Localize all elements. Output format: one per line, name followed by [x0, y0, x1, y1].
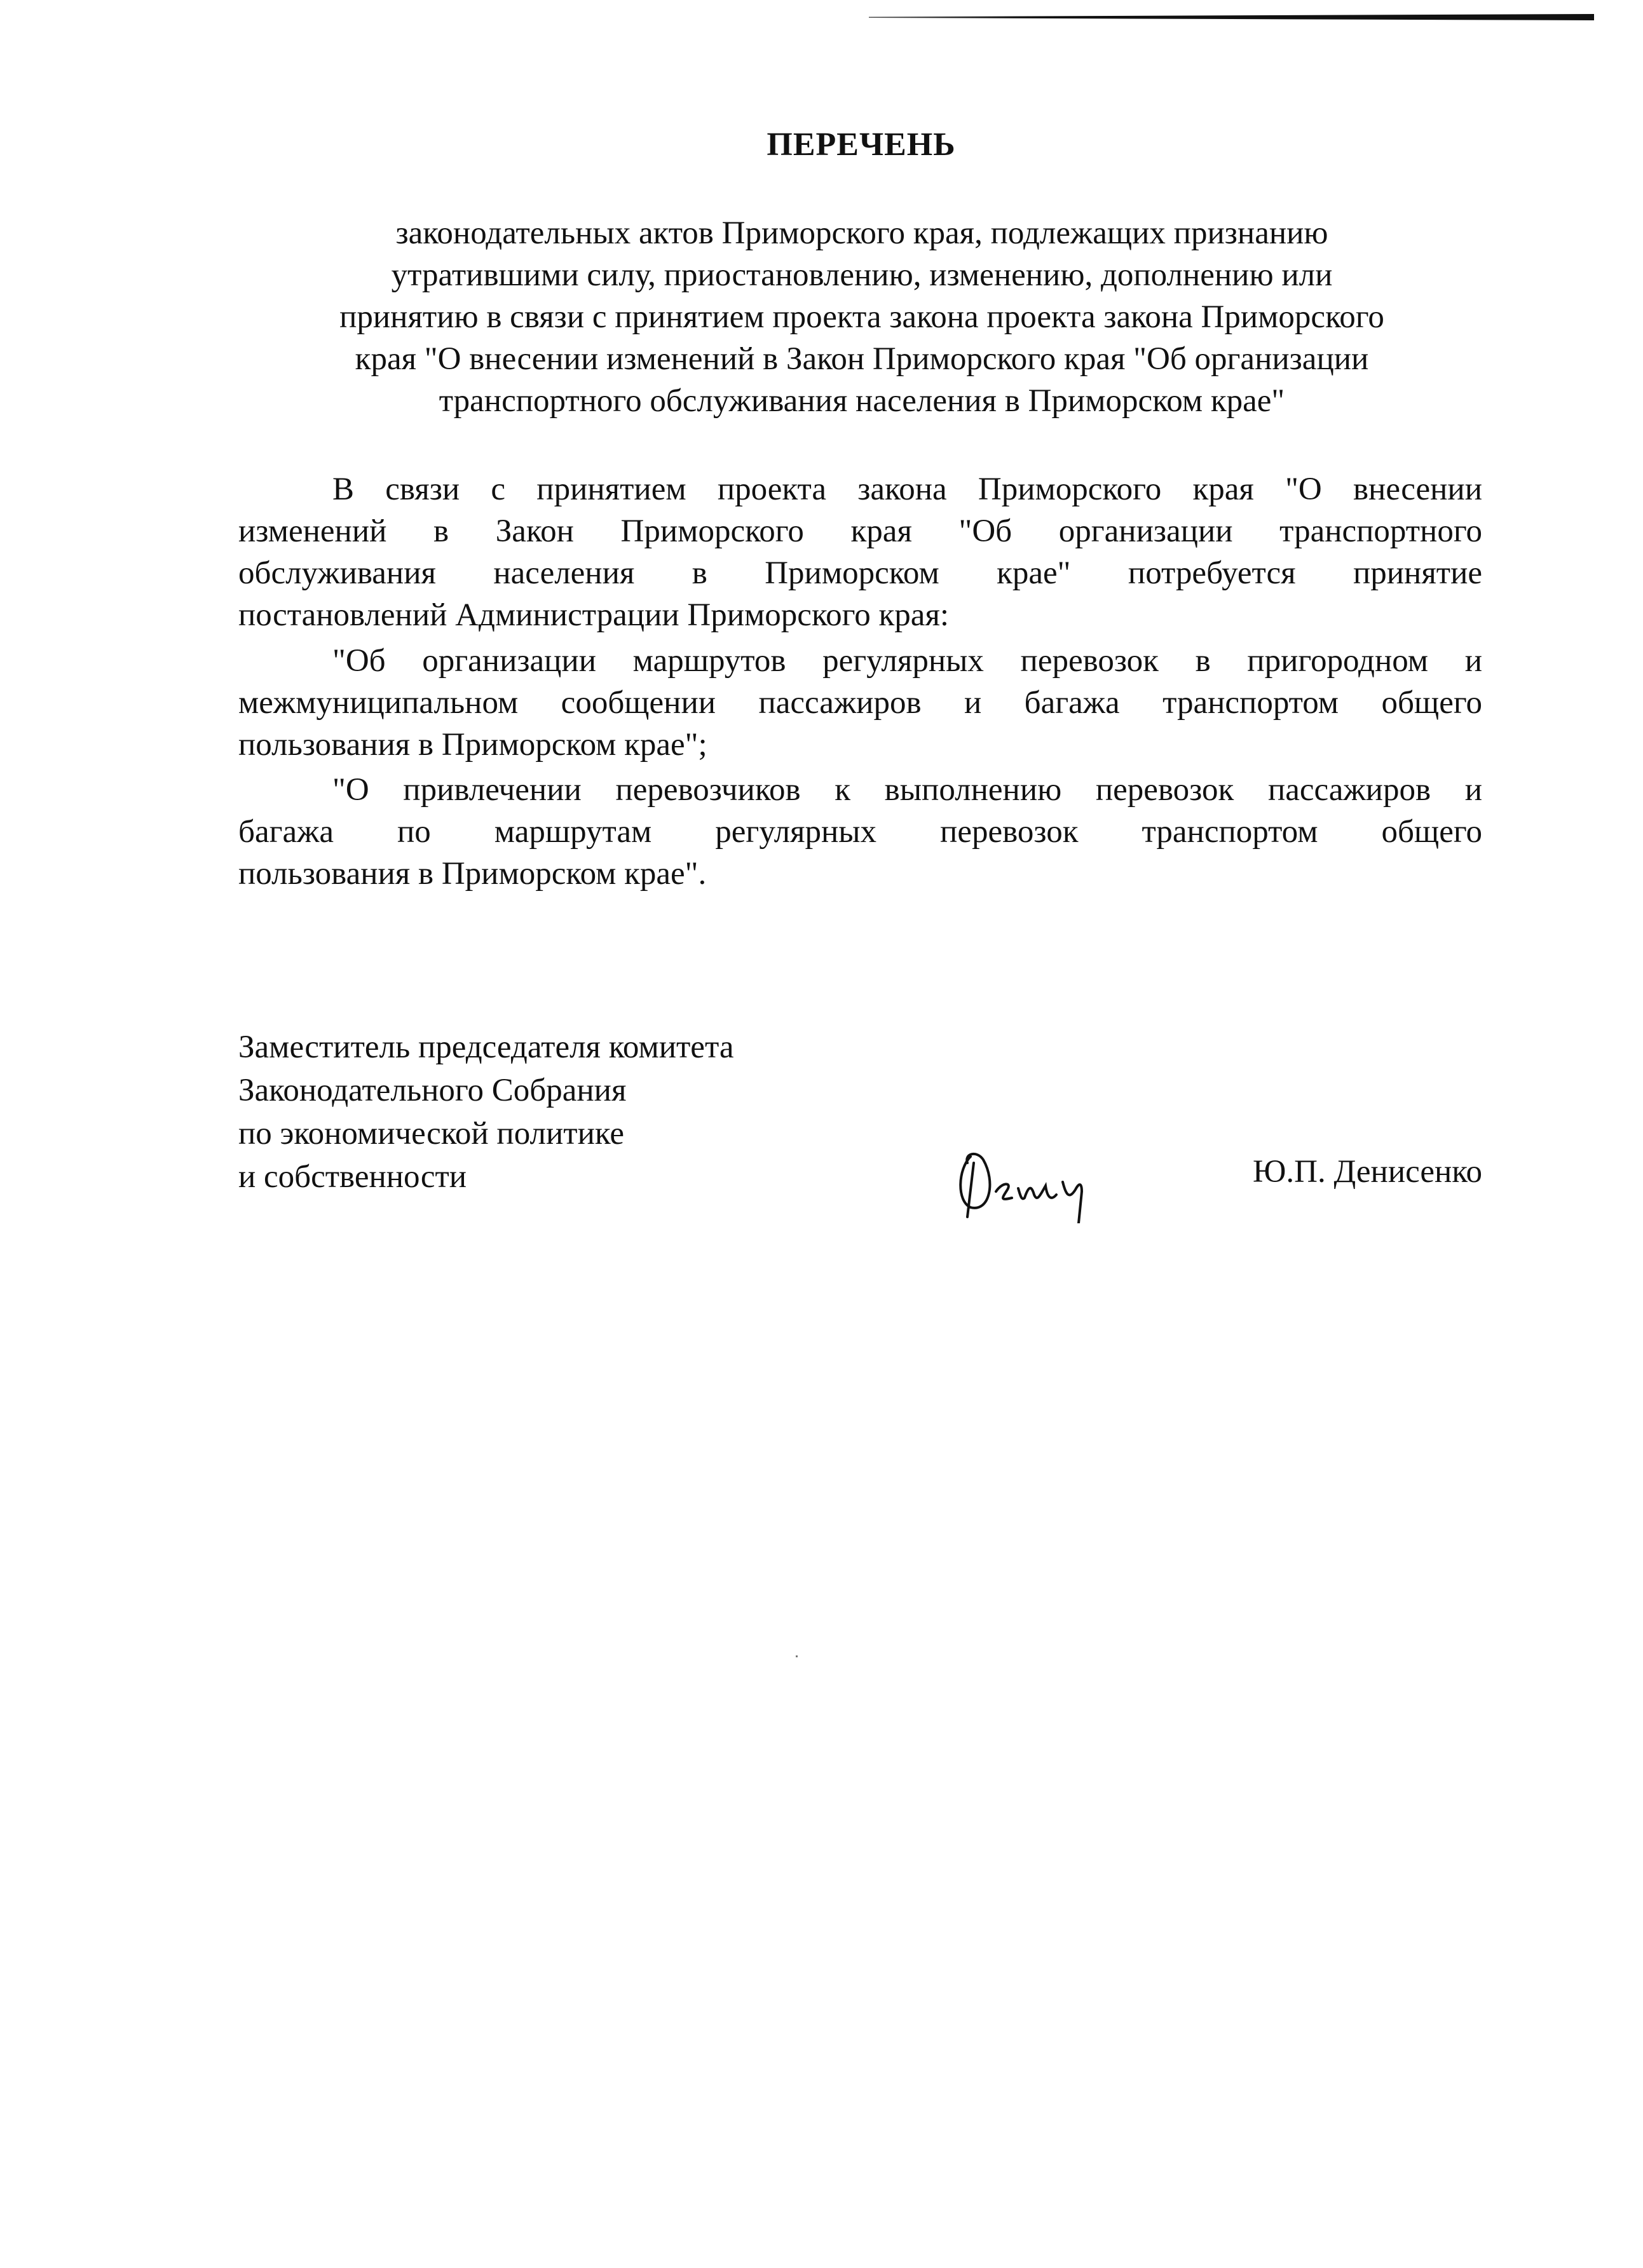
paragraph-intro [238, 468, 1482, 636]
paragraph-resolution-2 [238, 769, 1482, 895]
signatory-name: Ю.П. Денисенко [1252, 1154, 1482, 1190]
paragraph-resolution-1 [238, 640, 1482, 766]
paragraph-line: обслуживания населения в Приморском крае" потребуется принятие [238, 555, 1482, 591]
subtitle-line: утратившими силу, приостановлению, изменению, дополнению или [391, 257, 1333, 293]
position-line: Законодательного Собрания [238, 1073, 627, 1108]
subtitle-line: принятию в связи с принятием проекта закона проекта закона Приморского [339, 299, 1384, 335]
position-line: по экономической политике [238, 1116, 625, 1151]
paragraph-line: "О привлечении перевозчиков к выполнению перевозок пассажиров и [332, 772, 1482, 808]
paragraph-line: пользования в Приморском крае"; [238, 727, 707, 763]
handwritten-signature [951, 1144, 1129, 1223]
position-line: и собственности [238, 1159, 467, 1195]
paragraph-line: изменений в Закон Приморского края "Об организации транспортного [238, 513, 1482, 549]
paragraph-line: В связи с принятием проекта закона Приморского края "О внесении [332, 472, 1482, 507]
scan-speck [796, 1655, 798, 1657]
subtitle-line: края "О внесении изменений в Закон Приморского края "Об организации [355, 341, 1369, 377]
signatory-position [238, 1026, 734, 1199]
subtitle-line: транспортного обслуживания населения в Приморском крае" [439, 383, 1285, 419]
document-subtitle [191, 212, 1533, 422]
paragraph-line: пользования в Приморском крае". [238, 856, 707, 892]
paragraph-line: постановлений Администрации Приморского края: [238, 597, 950, 633]
top-scan-line [869, 14, 1594, 20]
paragraph-line: межмуниципальном сообщении пассажиров и багажа транспортом общего [238, 685, 1482, 721]
subtitle-line: законодательных актов Приморского края, подлежащих признанию [395, 215, 1328, 251]
paragraph-line: "Об организации маршрутов регулярных перевозок в пригородном и [332, 643, 1482, 679]
document-title: ПЕРЕЧЕНЬ [767, 126, 956, 163]
paragraph-line: багажа по маршрутам регулярных перевозок транспортом общего [238, 814, 1482, 850]
position-line: Заместитель председателя комитета [238, 1029, 734, 1065]
